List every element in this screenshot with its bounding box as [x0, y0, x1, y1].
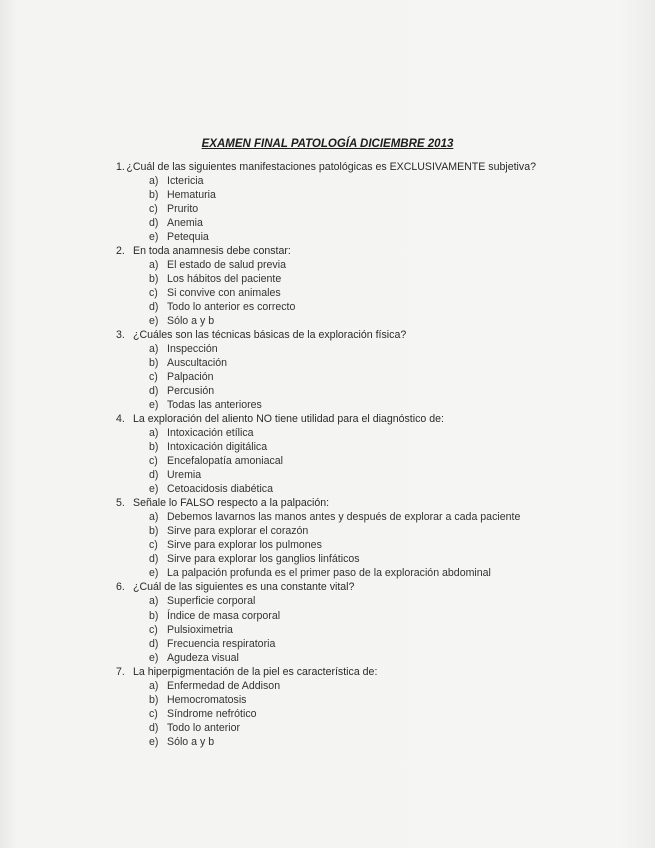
answer-option: [116, 384, 536, 398]
question: [116, 580, 536, 594]
answer-option: [116, 594, 536, 608]
answer-option: [116, 468, 536, 482]
option-letter: a): [149, 427, 159, 440]
option-text: Petequia: [167, 231, 209, 244]
option-letter: b): [149, 609, 159, 622]
option-text: Enfermedad de Addison: [167, 679, 281, 692]
option-text: Cetoacidosis diabética: [167, 483, 273, 496]
option-text: Hemocromatosis: [167, 693, 247, 706]
option-text: Sirve para explorar el corazón: [167, 525, 309, 538]
option-letter: c): [149, 455, 158, 468]
question: [116, 244, 536, 258]
option-text: Sirve para explorar los ganglios linfáticos: [167, 553, 360, 566]
answer-option: [116, 735, 536, 749]
option-text: Percusión: [167, 385, 215, 398]
option-text: Si convive con animales: [167, 287, 281, 300]
option-letter: d): [149, 469, 159, 482]
option-text: Sólo a y b: [167, 735, 215, 748]
question-text: La exploración del aliento NO tiene utilidad para el diagnóstico de:: [133, 413, 444, 426]
option-letter: e): [149, 651, 159, 664]
option-letter: c): [149, 287, 158, 300]
answer-option: [116, 679, 536, 693]
option-letter: a): [149, 511, 159, 524]
option-letter: d): [149, 553, 159, 566]
answer-option: [116, 202, 536, 216]
answer-option: [116, 314, 536, 328]
question-number: 1.: [116, 161, 125, 173]
option-text: Anemia: [167, 217, 203, 230]
option-letter: a): [149, 175, 159, 188]
option-text: Inspección: [167, 343, 218, 356]
question-number: 4.: [116, 413, 125, 426]
answer-option: [116, 216, 536, 230]
question: [116, 496, 536, 510]
question: [116, 328, 536, 342]
option-letter: e): [149, 483, 159, 496]
option-letter: b): [149, 357, 159, 370]
option-letter: b): [149, 189, 159, 202]
answer-option: [116, 426, 536, 440]
option-text: Agudeza visual: [167, 651, 239, 664]
question-list: [116, 160, 536, 749]
option-letter: d): [149, 637, 159, 650]
option-text: Encefalopatía amoniacal: [167, 455, 284, 468]
option-text: Todas las anteriores: [167, 399, 262, 412]
option-letter: d): [149, 721, 159, 734]
option-letter: c): [149, 203, 158, 216]
exam-title: EXAMEN FINAL PATOLOGÍA DICIEMBRE 2013: [201, 138, 454, 150]
answer-option: [116, 524, 536, 538]
option-text: Síndrome nefrótico: [167, 707, 257, 720]
answer-option: [116, 510, 536, 524]
option-text: Todo lo anterior: [167, 721, 241, 734]
question-text: ¿Cuál de las siguientes es una constante vital?: [133, 581, 355, 594]
answer-option: [116, 440, 536, 454]
question-number: 7.: [116, 665, 125, 678]
question-text: ¿Cuál de las siguientes manifestaciones patológicas es EXCLUSIVAMENTE subjetiva?: [126, 161, 536, 173]
option-letter: a): [149, 595, 159, 608]
answer-option: [116, 566, 536, 580]
answer-option: [116, 538, 536, 552]
option-text: Los hábitos del paciente: [167, 273, 282, 286]
question: [116, 412, 536, 426]
option-text: La palpación profunda es el primer paso de la exploración abdominal: [167, 567, 491, 580]
answer-option: [116, 398, 536, 412]
option-letter: b): [149, 525, 159, 538]
option-letter: e): [149, 399, 159, 412]
question-number: 5.: [116, 497, 125, 510]
option-text: Intoxicación digitálica: [167, 441, 268, 454]
answer-option: [116, 272, 536, 286]
answer-option: [116, 609, 536, 623]
answer-option: [116, 258, 536, 272]
option-letter: a): [149, 259, 159, 272]
question: [116, 665, 536, 679]
question-text: ¿Cuáles son las técnicas básicas de la exploración física?: [133, 329, 407, 342]
answer-option: [116, 370, 536, 384]
option-letter: b): [149, 441, 159, 454]
option-letter: d): [149, 217, 159, 230]
question: [116, 160, 536, 174]
option-text: Índice de masa corporal: [167, 609, 281, 622]
option-text: Superficie corporal: [167, 595, 256, 608]
option-letter: c): [149, 371, 158, 384]
option-letter: d): [149, 301, 159, 314]
option-text: Uremia: [167, 469, 202, 482]
option-letter: a): [149, 343, 159, 356]
option-text: Ictericia: [167, 175, 204, 188]
option-text: Prurito: [167, 203, 199, 216]
answer-option: [116, 174, 536, 188]
answer-option: [116, 342, 536, 356]
answer-option: [116, 707, 536, 721]
option-letter: b): [149, 693, 159, 706]
answer-option: [116, 482, 536, 496]
question-text: La hiperpigmentación de la piel es característica de:: [133, 665, 378, 678]
question-text: Señale lo FALSO respecto a la palpación:: [133, 497, 330, 510]
answer-option: [116, 454, 536, 468]
option-letter: e): [149, 735, 159, 748]
option-text: Auscultación: [167, 357, 228, 370]
option-text: Debemos lavarnos las manos antes y después de explorar a cada paciente: [167, 511, 521, 524]
option-letter: e): [149, 315, 159, 328]
question-number: 6.: [116, 581, 125, 594]
option-letter: a): [149, 679, 159, 692]
option-text: Sólo a y b: [167, 315, 215, 328]
answer-option: [116, 721, 536, 735]
option-text: Pulsioximetria: [167, 623, 233, 636]
question-number: 2.: [116, 245, 125, 258]
option-letter: c): [149, 707, 158, 720]
option-text: Sirve para explorar los pulmones: [167, 539, 322, 552]
option-letter: d): [149, 385, 159, 398]
option-letter: e): [149, 231, 159, 244]
answer-option: [116, 286, 536, 300]
answer-option: [116, 623, 536, 637]
option-letter: e): [149, 567, 159, 580]
answer-option: [116, 637, 536, 651]
option-text: Frecuencia respiratoria: [167, 637, 276, 650]
option-text: Hematuria: [167, 189, 216, 202]
answer-option: [116, 651, 536, 665]
answer-option: [116, 300, 536, 314]
option-text: Todo lo anterior es correcto: [167, 301, 296, 314]
question-number: 3.: [116, 329, 125, 342]
answer-option: [116, 230, 536, 244]
option-letter: c): [149, 539, 158, 552]
option-letter: b): [149, 273, 159, 286]
answer-option: [116, 693, 536, 707]
answer-option: [116, 552, 536, 566]
answer-option: [116, 188, 536, 202]
answer-option: [116, 356, 536, 370]
option-text: El estado de salud previa: [167, 259, 286, 272]
option-letter: c): [149, 623, 158, 636]
question-text: En toda anamnesis debe constar:: [133, 245, 291, 258]
option-text: Intoxicación etílica: [167, 427, 254, 440]
option-text: Palpación: [167, 371, 214, 384]
